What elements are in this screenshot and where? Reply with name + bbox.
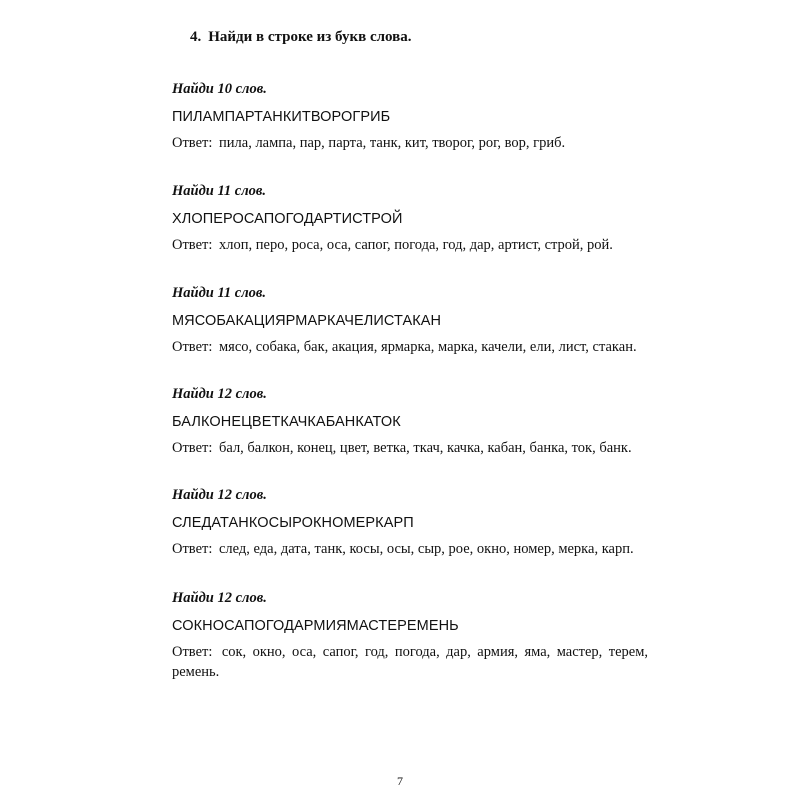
answer-text: мясо, собака, бак, акация, ярмарка, марка, качели, ели, лист, стакан. (219, 339, 637, 355)
exercise-answer (172, 642, 648, 682)
answer-label: Ответ: (172, 135, 213, 151)
answer-label: Ответ: (172, 237, 213, 253)
answer-label: Ответ: (172, 339, 213, 355)
answer-text: пила, лампа, пар, парта, танк, кит, творог, рог, вор, гриб. (219, 135, 566, 151)
exercise-answer (172, 133, 648, 153)
answer-text: сок, окно, оса, сапог, год, погода, дар, армия, яма, мастер, терем, ремень. (172, 644, 648, 680)
answer-text: след, еда, дата, танк, косы, осы, сыр, рое, окно, номер, мерка, карп. (219, 541, 634, 557)
exercise-answer (172, 438, 648, 458)
exercise-1 (172, 80, 652, 153)
exercise-4 (172, 385, 652, 458)
exercise-title: Найди 12 слов. (172, 590, 267, 606)
exercise-title: Найди 11 слов. (172, 183, 267, 199)
answer-label: Ответ: (172, 644, 213, 660)
letter-string: БАЛКОНЕЦВЕТКАЧКАБАНКАТОК (172, 414, 401, 430)
exercise-title: Найди 10 слов. (172, 81, 267, 97)
exercise-2 (172, 182, 652, 255)
exercise-6 (172, 589, 652, 682)
answer-text: бал, балкон, конец, цвет, ветка, ткач, качка, кабан, банка, ток, банк. (219, 440, 632, 456)
exercise-3 (172, 284, 652, 357)
task-title: Найди в строке из букв слова. (208, 29, 412, 45)
answer-text: хлоп, перо, роса, оса, сапог, погода, год, дар, артист, строй, рой. (219, 237, 613, 253)
exercise-title: Найди 12 слов. (172, 487, 267, 503)
page-number: 7 (397, 774, 403, 788)
exercise-answer (172, 539, 648, 559)
exercise-title: Найди 11 слов. (172, 285, 267, 301)
task-number: 4. (190, 29, 202, 45)
exercise-title: Найди 12 слов. (172, 386, 267, 402)
letter-string: СОКНОСАПОГОДАРМИЯМАСТЕРЕМЕНЬ (172, 618, 459, 634)
answer-label: Ответ: (172, 440, 213, 456)
task-heading (190, 29, 412, 46)
exercise-answer (172, 337, 648, 357)
letter-string: МЯСОБАКАЦИЯРМАРКАЧЕЛИСТАКАН (172, 313, 442, 329)
letter-string: ПИЛАМПАРТАНКИТВОРОГРИБ (172, 109, 391, 125)
letter-string: ХЛОПЕРОСАПОГОДАРТИСТРОЙ (172, 211, 403, 227)
answer-label: Ответ: (172, 541, 213, 557)
exercise-answer (172, 235, 648, 255)
letter-string: СЛЕДАТАНКОСЫРОКНОМЕРКАРП (172, 515, 414, 531)
exercise-5 (172, 486, 652, 559)
